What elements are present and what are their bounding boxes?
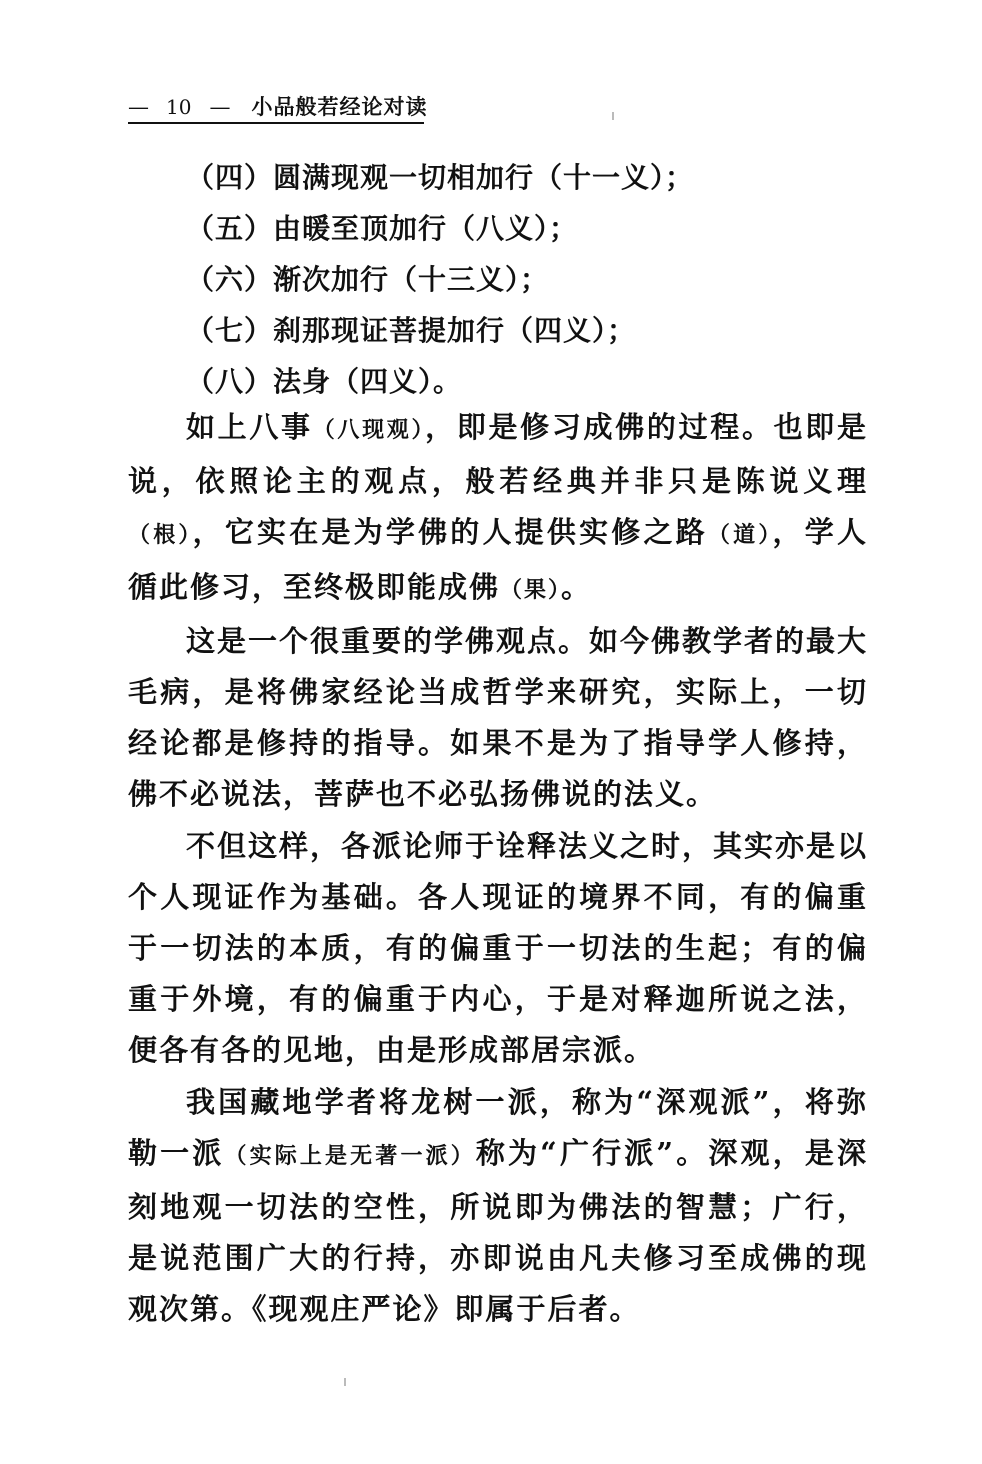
paragraph-viewpoint: 这是一个很重要的学佛观点。如今佛教学者的最大毛病，是将佛家经论当成哲学来研究，实际上，一切经论都是修持的指导。如果不是为了指导学人修持，佛不必说法，菩萨也不必弘扬佛说的法义。 bbox=[128, 623, 869, 812]
paragraph-schools: 不但这样，各派论师于诠释法义之时，其实亦是以个人现证作为基础。各人现证的境界不同，有的偏重于一切法的本质，有的偏重于一切法的生起；有的偏重于外境，有的偏重于内心，于是对释迦所说之法，便各有各的见地，由是形成部居宗派。 bbox=[128, 828, 869, 1068]
list-item: （八）法身（四义）。 bbox=[186, 365, 463, 398]
inline-note: （八现观） bbox=[312, 417, 426, 443]
paragraph-tibetan-scholars bbox=[128, 1077, 868, 1336]
list-item: （四）圆满现观一切相加行（十一义）； bbox=[186, 161, 695, 194]
inline-note: （道） bbox=[707, 522, 773, 549]
text-run: ，它实在是为学佛的人提供实修之路 bbox=[192, 515, 708, 550]
book-title: 小品般若经论对读 bbox=[251, 94, 428, 119]
list-item: （六）渐次加行（十三义）； bbox=[186, 263, 550, 296]
paragraph-eight-matters bbox=[128, 402, 868, 616]
scan-speck bbox=[344, 1378, 346, 1386]
text-run: 称为“广行派”。深观，是深刻地观一切法的空性，所说即为佛法的智慧；广行，是说范围广大的行持，亦即说由凡夫修习至成佛的现观次第。《现观庄严论》即属于后者。 bbox=[128, 1135, 868, 1327]
list-item: （七）刹那现证菩提加行（四义）； bbox=[186, 314, 637, 347]
text-run: ，即是修习成佛的过程。也即是说，依照论主的观点，般若经典并非只是陈说义理 bbox=[128, 410, 868, 499]
text-run: ，学人循此修习，至终极即能成佛 bbox=[128, 515, 868, 604]
inline-note: （果） bbox=[500, 576, 562, 603]
page-number: 10 bbox=[166, 95, 192, 119]
list-item: （五）由暖至顶加行（八义）； bbox=[186, 212, 579, 245]
header-dash-right: — bbox=[209, 95, 231, 119]
section-list bbox=[186, 152, 876, 407]
body-text bbox=[128, 402, 868, 1336]
text-run: 如上八事 bbox=[186, 410, 313, 444]
page-header bbox=[128, 92, 428, 124]
scan-speck bbox=[612, 112, 614, 120]
inline-note: （根） bbox=[128, 522, 193, 549]
inline-note: （实际上是无著一派） bbox=[224, 1142, 476, 1169]
header-dash-left: — bbox=[128, 95, 149, 119]
text-run: 。 bbox=[561, 569, 593, 604]
text-run: 我国藏地学者将龙树一派，称为“深观派”，将弥勒一派 bbox=[128, 1084, 868, 1170]
